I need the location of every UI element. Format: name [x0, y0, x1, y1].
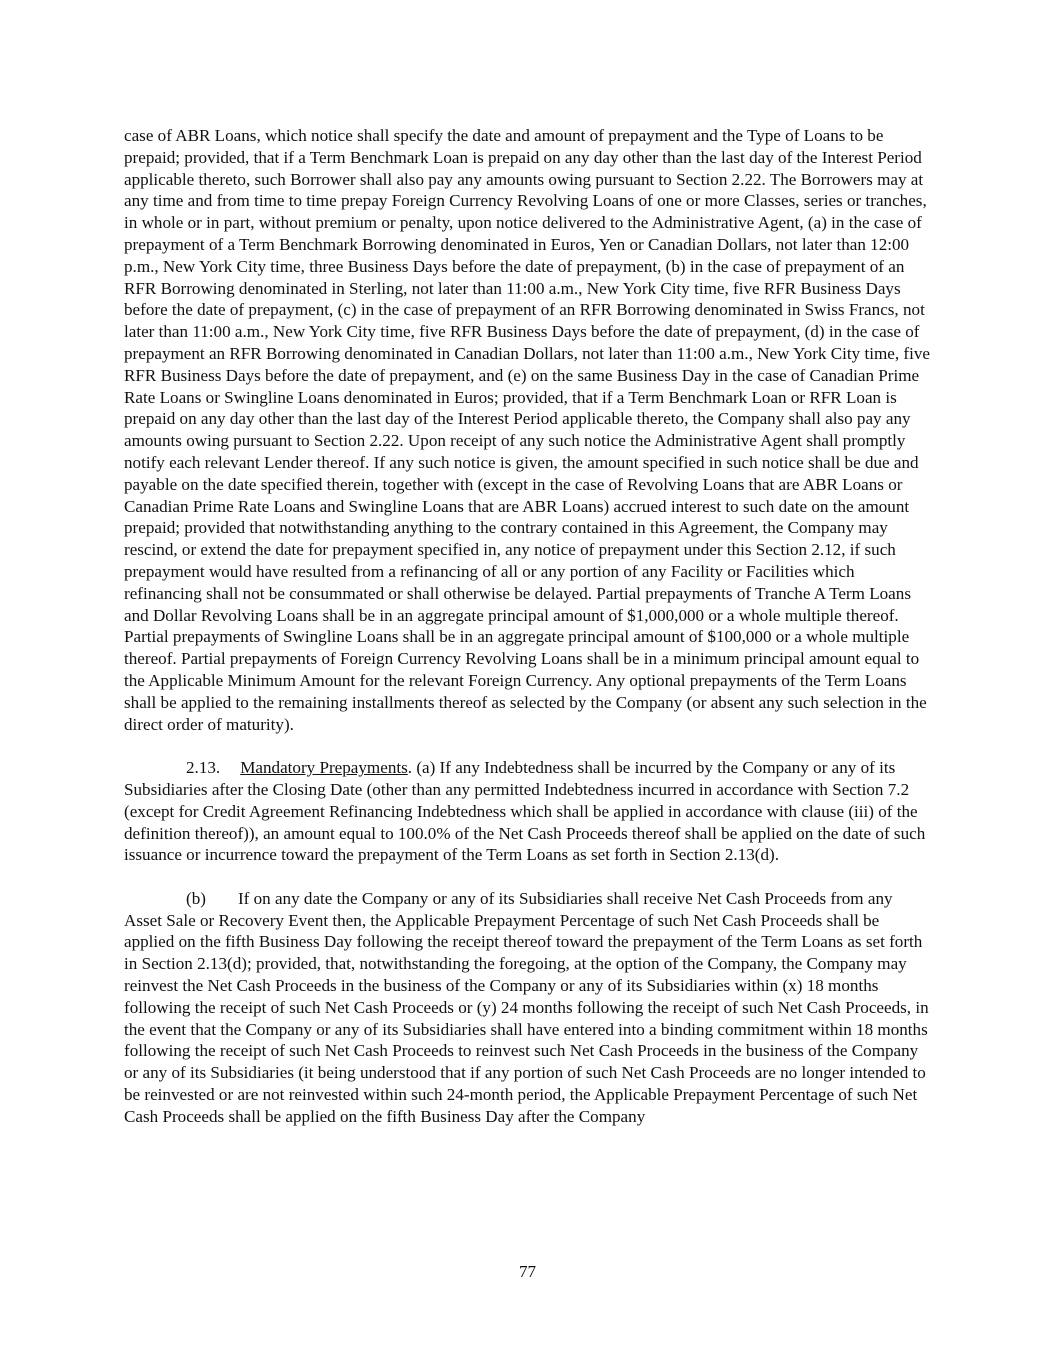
document-page: [124, 125, 930, 1128]
paragraph-body: . (a) If any Indebtedness shall be incurred by the Company or any of its Subsidiaries after the Closing Date (other than any permitted Indebtedness incurred in accordance with Section 7.2 (except for Credit Agreement Refinancing Indebtedness which shall be applied in accordance with clause (iii) of the definition thereof)), an amount equal to 100.0% of the Net Cash Proceeds thereof shall be applied on the date of such issuance or incurrence toward the prepayment of the Term Loans as set forth in Section 2.13(d).: [124, 758, 926, 865]
page-number: 77: [518, 1262, 537, 1281]
paragraph-spacer: [124, 735, 930, 757]
section-number: 2.13.: [186, 758, 221, 778]
paragraph-body: If on any date the Company or any of its Subsidiaries shall receive Net Cash Proceeds from any Asset Sale or Recovery Event then, the Applicable Prepayment Percentage of such Net Cash Proceeds shall be applied on the fifth Business Day following the receipt thereof toward the prepayment of the Term Loans as set forth in Section 2.13(d); provided, that, notwithstanding the foregoing, at the option of the Company, the Company may reinvest the Net Cash Proceeds in the business of the Company or any of its Subsidiaries within (x) 18 months following the receipt of such Net Cash Proceeds or (y) 24 months following the receipt of such Net Cash Proceeds, in the event that the Company or any of its Subsidiaries shall have entered into a binding commitment within 18 months following the receipt of such Net Cash Proceeds to reinvest such Net Cash Proceeds in the business of the Company or any of its Subsidiaries (it being understood that if any portion of such Net Cash Proceeds are no longer intended to be reinvested or are not reinvested within such 24-month period, the Applicable Prepayment Percentage of such Net Cash Proceeds shall be applied on the fifth Business Day after the Company: [124, 888, 929, 1126]
clause-label: (b): [186, 888, 206, 908]
paragraph-mandatory-prepayments-a: [124, 757, 930, 866]
section-heading: Mandatory Prepayments: [240, 758, 408, 778]
paragraph-optional-prepayments-continued: case of ABR Loans, which notice shall specify the date and amount of prepayment and the Type of Loans to be prepaid; provided, that if a Term Benchmark Loan is prepaid on any day other than the last day of the Interest Period applicable thereto, such Borrower shall also pay any amounts owing pursuant to Section 2.22. The Borrowers may at any time and from time to time prepay Foreign Currency Revolving Loans of one or more Classes, series or tranches, in whole or in part, without premium or penalty, upon notice delivered to the Administrative Agent, (a) in the case of prepayment of a Term Benchmark Borrowing denominated in Euros, Yen or Canadian Dollars, not later than 12:00 p.m., New York City time, three Business Days before the date of prepayment, (b) in the case of prepayment of an RFR Borrowing denominated in Sterling, not later than 11:00 a.m., New York City time, five RFR Business Days before the date of prepayment, (c) in the case of prepayment of an RFR Borrowing denominated in Swiss Francs, not later than 11:00 a.m., New York City time, five RFR Business Days before the date of prepayment, (d) in the case of prepayment an RFR Borrowing denominated in Canadian Dollars, not later than 11:00 a.m., New York City time, five RFR Business Days before the date of prepayment, and (e) on the same Business Day in the case of Canadian Prime Rate Loans or Swingline Loans denominated in Euros; provided, that if a Term Benchmark Loan or RFR Loan is prepaid on any day other than the last day of the Interest Period applicable thereto, the Company shall also pay any amounts owing pursuant to Section 2.22. Upon receipt of any such notice the Administrative Agent shall promptly notify each relevant Lender thereof. If any such notice is given, the amount specified in such notice shall be due and payable on the date specified therein, together with (except in the case of Revolving Loans that are ABR Loans or Canadian Prime Rate Loans and Swingline Loans that are ABR Loans) accrued interest to such date on the amount prepaid; provided that notwithstanding anything to the contrary contained in this Agreement, the Company may rescind, or extend the date for prepayment specified in, any notice of prepayment under this Section 2.12, if such prepayment would have resulted from a refinancing of all or any portion of any Facility or Facilities which refinancing shall not be consummated or shall otherwise be delayed. Partial prepayments of Tranche A Term Loans and Dollar Revolving Loans shall be in an aggregate principal amount of $1,000,000 or a whole multiple thereof. Partial prepayments of Swingline Loans shall be in an aggregate principal amount of $100,000 or a whole multiple thereof. Partial prepayments of Foreign Currency Revolving Loans shall be in a minimum principal amount equal to the Applicable Minimum Amount for the relevant Foreign Currency. Any optional prepayments of the Term Loans shall be applied to the remaining installments thereof as selected by the Company (or absent any such selection in the direct order of maturity).: [124, 126, 930, 734]
paragraph-spacer: [124, 866, 930, 888]
paragraph-mandatory-prepayments-b: [124, 888, 930, 1128]
